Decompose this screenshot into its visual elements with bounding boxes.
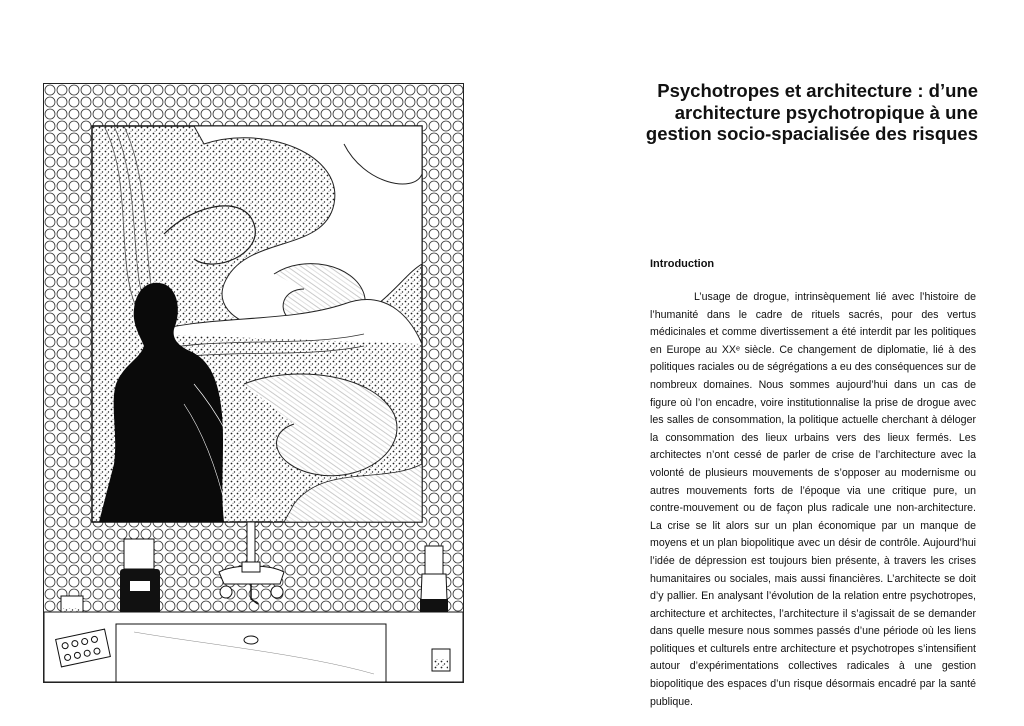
section-heading: Introduction	[650, 258, 715, 270]
dark-jar	[120, 539, 160, 614]
bathroom-mirror-illustration	[43, 83, 464, 683]
intro-paragraph: L’usage de drogue, intrinsèquement lié avec l’histoire de l’humanité dans le cadre de rituels sacrés, pour des vertus médicinales et comme divertissement a été interdit par les politiques en Europe au XXᵉ siècle. Ce changement de diplomatie, lié à des politiques raciales ou de ségrégations a eu des conséquences sur de nombreux domaines. Nous sommes aujourd’hui dans un cas de figure où l’on encadre, voire institutionnalise la prise de drogue avec les salles de consommation, la politique actuelle cherchant à déloger la consommation des lieux urbains vers des lieux fermés. Les architectes n’ont cessé de parler de crise de l’architecture avec la volonté de plusieurs mouvements de s’opposer au modernisme ou autres mouvements forts de l’époque via une critique pure, un contre-mouvement ou de façon plus radicale une non-architecture. La crise se lit alors sur un plan économique par un manque de moyens et un plan biopolitique avec un désir de contrôle. Aujourd’hui l’idée de dépression est toujours bien présente, à travers les crises humanitaires ou sociales, mais aussi financières. L’architecte se doit d’y pallier. En analysant l’évolution de la relation entre psychotropes, architecture et architectes, l’architecture il s’agissait de se demander dans quelle mesure nous sommes passés d’une période où les liens politiques et culturels entre architecture et psychotropes s’intensifient autour d’expérimentations collectives radicales à une gestion biopolitique des espaces d’un risque désormais encadré par la santé publique.	[650, 291, 976, 708]
page-title: Psychotropes et architecture : d’une architecture psychotropique à une gestion socio-spacialisée des risques	[645, 80, 978, 144]
small-glass	[432, 649, 450, 671]
body-text	[650, 289, 976, 711]
mirror	[92, 126, 422, 522]
